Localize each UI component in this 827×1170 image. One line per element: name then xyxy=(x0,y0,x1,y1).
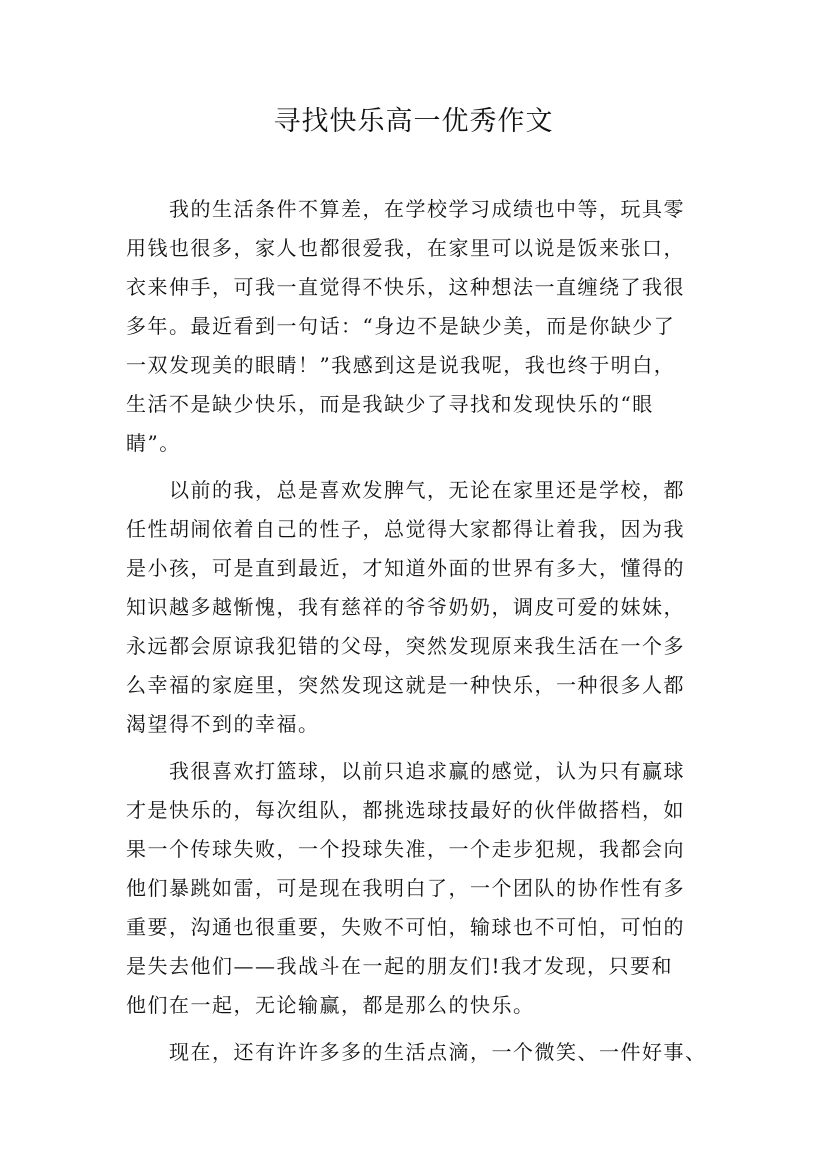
paragraph-1 xyxy=(126,190,726,463)
text-line: 他们暴跳如雷，可是现在我明白了，一个团队的协作性有多 xyxy=(126,876,685,900)
text-line: 睛”。 xyxy=(126,431,181,455)
paragraph-spacer xyxy=(126,463,726,471)
text-line: 重要，沟通也很重要，失败不可怕，输球也不可怕，可怕的 xyxy=(126,915,685,939)
text-line: 一双发现美的眼睛！”我感到这是说我呢，我也终于明白， xyxy=(126,353,676,377)
text-line: 么幸福的家庭里，突然发现这就是一种快乐，一种很多人都 xyxy=(126,673,685,697)
text-line: 是失去他们——我战斗在一起的朋友们!我才发现，只要和 xyxy=(126,954,674,978)
text-line: 我很喜欢打篮球，以前只追求赢的感觉，认为只有赢球 xyxy=(126,759,685,783)
text-line: 任性胡闹依着自己的性子，总觉得大家都得让着我，因为我 xyxy=(126,517,685,541)
text-line: 才是快乐的，每次组队，都挑选球技最好的伙伴做搭档，如 xyxy=(126,798,685,822)
text-line: 是小孩，可是直到最近，才知道外面的世界有多大，懂得的 xyxy=(126,556,685,580)
paragraph-spacer xyxy=(126,1025,726,1033)
page-title: 寻找快乐高一优秀作文 xyxy=(273,106,554,137)
text-line: 渴望得不到的幸福。 xyxy=(126,712,320,736)
text-line: 衣来伸手，可我一直觉得不快乐，这种想法一直缠绕了我很 xyxy=(126,275,685,299)
text-line: 我的生活条件不算差，在学校学习成绩也中等，玩具零 xyxy=(126,197,685,221)
paragraph-spacer xyxy=(126,744,726,752)
text-line: 现在，还有许许多多的生活点滴，一个微笑、一件好事、 xyxy=(126,1040,707,1064)
text-line: 果一个传球失败，一个投球失准，一个走步犯规，我都会向 xyxy=(126,837,685,861)
text-line: 永远都会原谅我犯错的父母，突然发现原来我生活在一个多 xyxy=(126,634,685,658)
text-line: 生活不是缺少快乐，而是我缺少了寻找和发现快乐的“眼 xyxy=(126,392,654,416)
text-line: 用钱也很多，家人也都很爱我，在家里可以说是饭来张口， xyxy=(126,236,685,260)
text-line: 他们在一起，无论输赢，都是那么的快乐。 xyxy=(126,993,535,1017)
text-line: 以前的我，总是喜欢发脾气，无论在家里还是学校，都 xyxy=(126,478,685,502)
essay-body xyxy=(126,190,726,1072)
paragraph-3 xyxy=(126,752,726,1025)
paragraph-4 xyxy=(126,1033,726,1072)
text-line: 多年。最近看到一句话：“身边不是缺少美，而是你缺少了 xyxy=(126,314,676,338)
text-line: 知识越多越惭愧，我有慈祥的爷爷奶奶，调皮可爱的妹妹， xyxy=(126,595,685,619)
paragraph-2 xyxy=(126,471,726,744)
